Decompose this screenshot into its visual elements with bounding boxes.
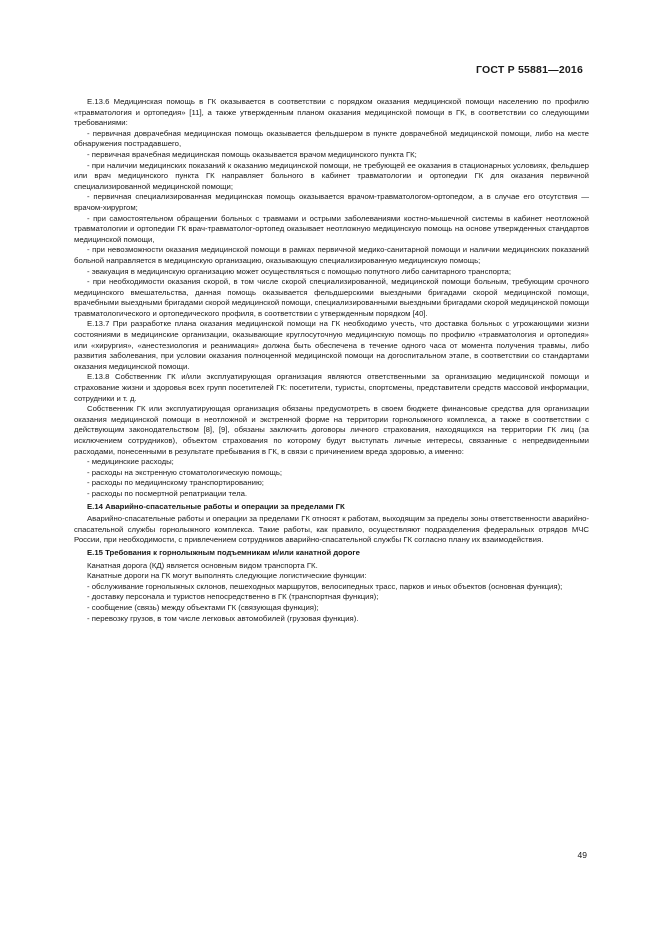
list-item: - эвакуация в медицинскую организацию может осуществляться с помощью попутного либо санитарного транспорта; [87, 266, 512, 276]
list-item: - перевозку грузов, в том числе легковых автомобилей (грузовая функция). [87, 613, 359, 623]
paragraph: Аварийно-спасательные работы и операции за пределами ГК относят к работам, выходящим за пределы зоны ответственности аварийно-спасательной службы горнолыжного комплекса. Такие работы, как правило, осуществляют подразделения федеральных отрядов МЧС России, при необходимости, с привлечением сотрудников аварийно-спасательной службы ГК согласно плану их взаимодействия. [74, 514, 589, 545]
document-number: ГОСТ Р 55881—2016 [475, 64, 583, 76]
list-item: - первичная доврачебная медицинская помощь оказывается фельдшером в пункте доврачебной медицинской помощи, либо на месте обнаружения пострадавшего, [74, 128, 589, 149]
section-heading: Е.15 Требования к горнолыжным подъемникам и/или канатной дороге [87, 547, 360, 557]
paragraph: Е.13.8 Собственник ГК и/или эксплуатирующая организация являются ответственными за организацию медицинской помощи и страхование жизни и здоровья всех групп посетителей ГК: посетители, туристы, спортсмены, представители средств массовой информации, сотрудники и т. д. [74, 372, 589, 403]
list-item: - расходы по медицинскому транспортированию; [87, 478, 264, 488]
list-item: - при невозможности оказания медицинской помощи в рамках первичной медико-санитарной помощи и наличии медицинских показаний больной направляется в медицинскую организацию, оказывающую специализированную медицинскую помощь; [74, 245, 589, 265]
list-item: - сообщение (связь) между объектами ГК (связующая функция); [87, 602, 319, 612]
section-heading: Е.14 Аварийно-спасательные работы и операции за пределами ГК [87, 501, 345, 511]
list-item: - при самостоятельном обращении больных с травмами и острыми заболеваниями костно-мышечной системы в кабинет неотложной травматологии и ортопедии ГК врач-травматолог-ортопед оказывает неотложную медицинскую помощь на основе утвержденных стандартов медицинской помощи, [74, 213, 589, 244]
paragraph: Е.13.6 Медицинская помощь в ГК оказывается в соответствии с порядком оказания медицинской помощи населению по профилю «травматология и ортопедия» [11], а также утвержденным планом оказания медицинской помощи в ГК, в соответствии со следующими требованиями: [74, 97, 589, 128]
list-item: - первичная специализированная медицинская помощь оказывается врачом-травматологом-ортопедом, а в случае его отсутствия — врачом-хирургом; [74, 192, 589, 212]
page-number: 49 [577, 850, 587, 860]
paragraph: Канатная дорога (КД) является основным видом транспорта ГК. [87, 560, 318, 570]
list-item: - обслуживание горнолыжных склонов, пешеходных маршрутов, велосипедных трасс, парков и иных объектов (основная функция); [87, 581, 563, 591]
list-item: - при необходимости оказания скорой, в том числе скорой специализированной, медицинской помощи больным, требующим срочного медицинского вмешательства, данная помощь оказывается фельдшерскими выездными бригадами скорой медицинской помощи, врачебными выездными бригадами скорой медицинской помощи, специализированными выездными бригадами скорой медицинской помощи травматологического и ортопедического профиля, в соответствии с утвержденным порядком [40]. [74, 277, 589, 318]
list-item: - медицинские расходы; [87, 457, 174, 467]
list-item: - расходы по посмертной репатриации тела. [87, 488, 248, 498]
paragraph: Собственник ГК или эксплуатирующая организация обязаны предусмотреть в своем бюджете финансовые средства для организации оказания медицинской помощи в неотложной и экстренной форме на территории горнолыжного комплекса, а также в соответствии с действующим законодательством [8], [9], обязаны заключить договоры личного страхования, находящихся на территории ГК лиц (за исключением сотрудников), объектом страхования по которому будут выступать личные интересы, связанные с непредвиденными расходами, понесенными в результате пребывания в ГК, в связи с причинением вреда здоровью, а именно: [74, 404, 589, 456]
list-item: - расходы на экстренную стоматологическую помощь; [87, 467, 283, 477]
list-item: - первичная врачебная медицинская помощь оказывается врачом медицинского пункта ГК; [87, 149, 417, 159]
list-item: - при наличии медицинских показаний к оказанию медицинской помощи, не требующей ее оказания в стационарных условиях, фельдшер или врач медицинского пункта ГК направляет больного в кабинет травматологии и ортопедии ГК для оказания первичной специализированной медицинской помощи; [74, 160, 589, 191]
paragraph: Канатные дороги на ГК могут выполнять следующие логистические функции: [87, 571, 367, 581]
page-body [74, 97, 589, 624]
list-item: - доставку персонала и туристов непосредственно в ГК (транспортная функция); [87, 592, 379, 602]
paragraph: Е.13.7 При разработке плана оказания медицинской помощи на ГК необходимо учесть, что доставка больных с угрожающими жизни состояниями в медицинские организации, оказывающие круглосуточную медицинскую помощь по профилю «травматология и ортопедия» или «хирургия», «анестезиология и реанимация» должна быть обеспечена в течение одного часа от момента получения травмы, либо развития заболевания, при условии оказания полноценной медицинской помощи на догоспитальном этапе, в соответствии со стандартами оказания медицинской помощи. [74, 319, 589, 371]
